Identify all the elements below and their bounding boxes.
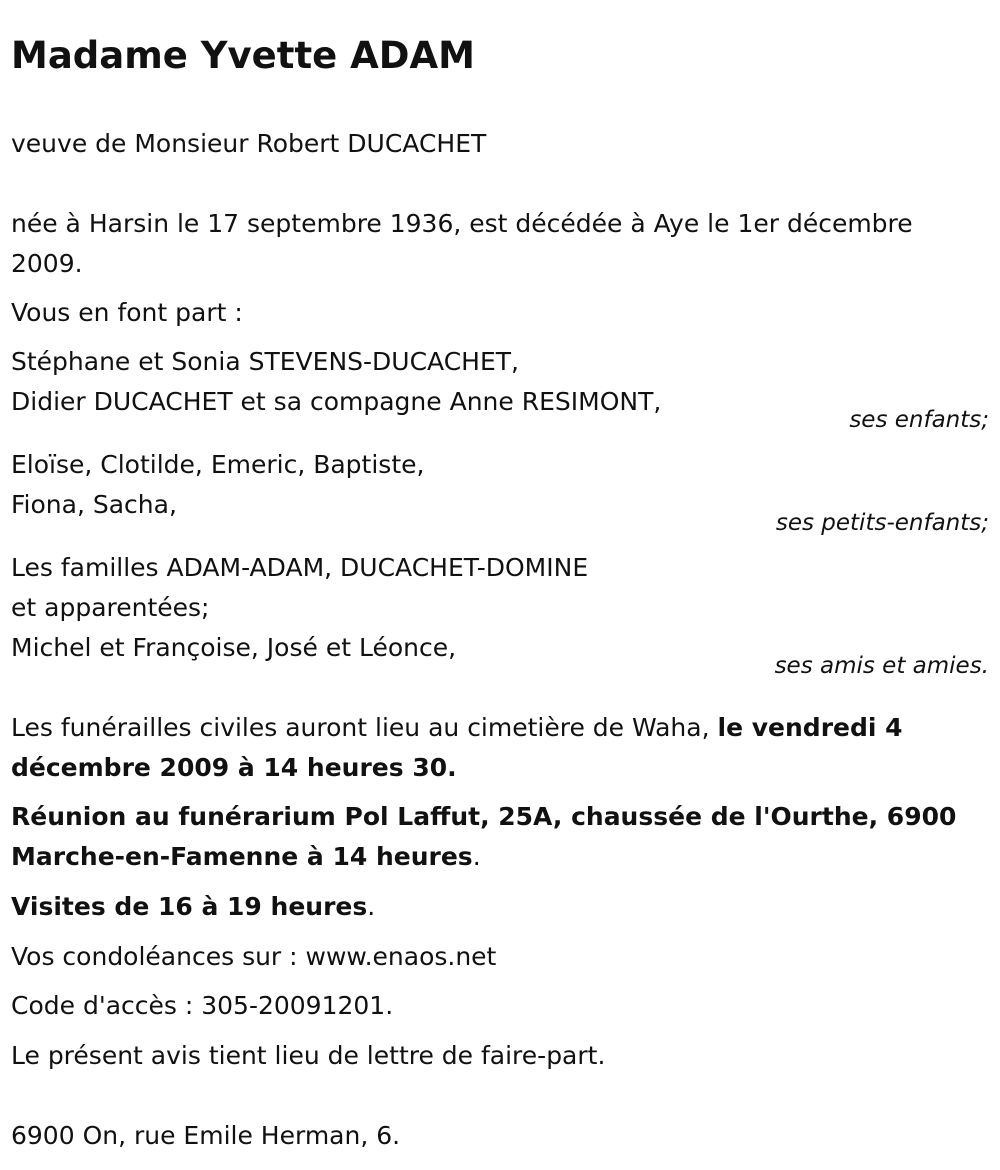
funeral-date-part1: le vendredi 4: [717, 713, 903, 742]
visits-info: [11, 887, 991, 927]
children-group: [11, 342, 991, 435]
access-code-line: Code d'accès : 305-20091201.: [11, 991, 394, 1020]
deceased-name: Madame Yvette ADAM: [11, 34, 475, 77]
grandchildren-group: [11, 445, 991, 538]
grandchildren-line: Eloïse, Clotilde, Emeric, Baptiste,: [11, 450, 425, 479]
families-group: [11, 548, 991, 681]
address-line: 6900 On, rue Emile Herman, 6.: [11, 1121, 401, 1150]
visits-hours: Visites de 16 à 19 heures: [11, 892, 368, 921]
families-line: et apparentées;: [11, 593, 210, 622]
meeting-tail: .: [472, 842, 481, 871]
children-line: Didier DUCACHET et sa compagne Anne RESIMONT,: [11, 387, 662, 416]
funeral-date-part2: décembre 2009 à 14 heures 30.: [11, 753, 457, 782]
children-line: Stéphane et Sonia STEVENS-DUCACHET,: [11, 347, 519, 376]
funeral-text: Les funérailles civiles auront lieu au cimetière de Waha,: [11, 713, 710, 742]
families-line: Les familles ADAM-ADAM, DUCACHET-DOMINE: [11, 553, 589, 582]
birth-death-line: née à Harsin le 17 septembre 1936, est décédée à Aye le 1er décembre 2009.: [11, 209, 913, 278]
condolences-line: Vos condoléances sur : www.enaos.net: [11, 942, 497, 971]
children-relation: ses enfants;: [849, 407, 989, 433]
grandchildren-relation: ses petits-enfants;: [775, 510, 989, 536]
widow-of-line: veuve de Monsieur Robert DUCACHET: [11, 129, 487, 158]
friends-relation: ses amis et amies.: [774, 653, 989, 679]
funeral-info: [11, 708, 991, 788]
notice-text-line: Le présent avis tient lieu de lettre de faire-part.: [11, 1041, 606, 1070]
visits-tail: .: [367, 892, 376, 921]
meeting-place: Réunion au funérarium Pol Laffut, 25A, chaussée de l'Ourthe, 6900: [11, 802, 957, 831]
announce-line: Vous en font part :: [11, 298, 243, 327]
families-line: Michel et Françoise, José et Léonce,: [11, 633, 457, 662]
grandchildren-line: Fiona, Sacha,: [11, 490, 177, 519]
meeting-info: [11, 797, 991, 877]
meeting-time: Marche-en-Famenne à 14 heures: [11, 842, 473, 871]
